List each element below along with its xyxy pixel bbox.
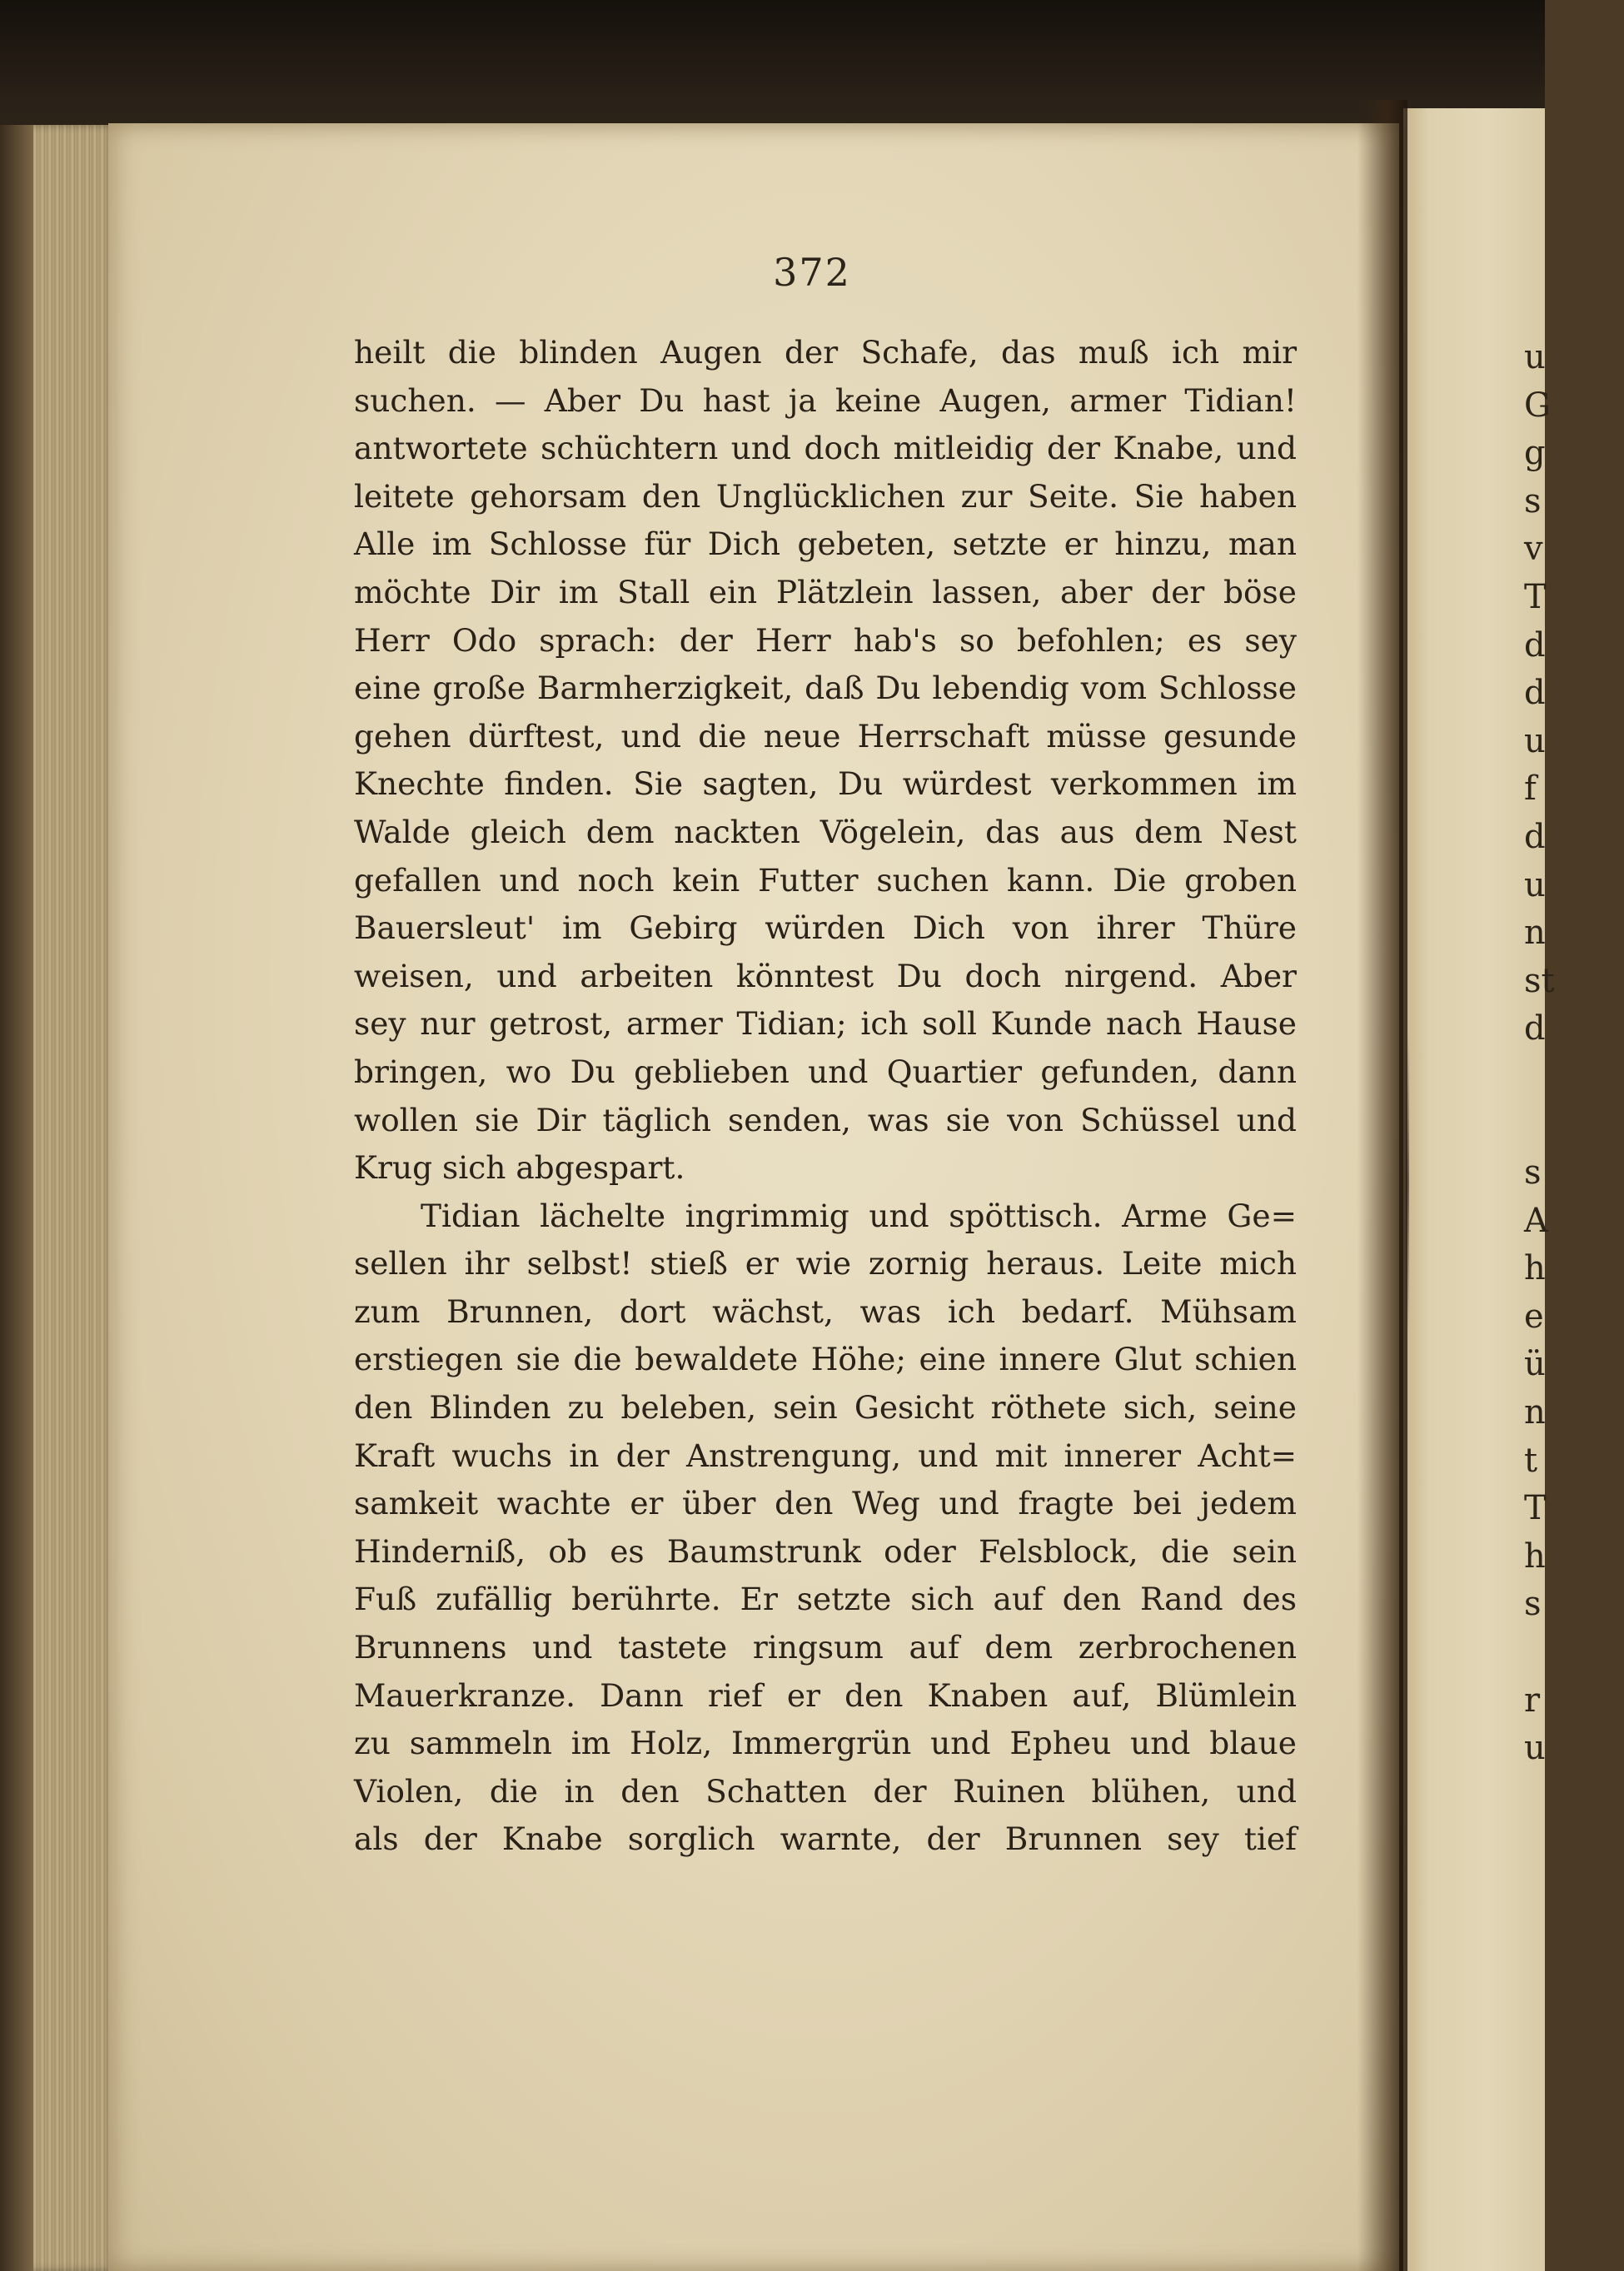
page-fold [1406,1033,1409,1332]
facing-page-fragment: h [1524,1536,1546,1576]
facing-page-fragment: A [1524,1201,1548,1240]
text-line: wollen sie Dir täglich senden, was sie von Schüssel und [354,1101,1297,1138]
facing-page-fragment: u [1524,338,1546,376]
text-line: eine große Barmherzigkeit, daß Du lebendig vom Schlosse [354,670,1297,707]
facing-page-fragment [1524,1053,1557,1101]
text-line: leitete gehorsam den Unglücklichen zur Seite. Sie haben [354,477,1297,515]
facing-page-text [1524,333,1557,1772]
facing-page-fragment: n [1524,914,1546,953]
facing-page-fragment: G [1524,386,1551,425]
text-line: suchen. — Aber Du hast ja keine Augen, armer Tidian! [354,381,1297,419]
text-line: Herr Odo sprach: der Herr hab's so befohlen; es sey [354,621,1297,659]
body-text [354,329,1297,1864]
text-line: heilt die blinden Augen der Schafe, das muß ich mir [354,334,1297,371]
text-line: Krug sich abgespart. [354,1149,685,1187]
facing-page-fragment: n [1524,1393,1546,1432]
text-line: gefallen und noch kein Futter suchen kann. Die groben [354,861,1297,899]
facing-page-fragment: s [1524,481,1542,520]
facing-page-fragment: ü [1524,1345,1546,1384]
page-number: 372 [773,250,851,295]
text-line: Mauerkranze. Dann rief er den Knaben auf, Blümlein [354,1676,1297,1714]
facing-page-fragment: u [1524,865,1546,904]
facing-page-fragment [1524,1101,1557,1149]
facing-page-fragment: d [1524,625,1546,665]
text-line: sellen ihr selbst! stieß er wie zornig heraus. Leite mich [354,1245,1297,1282]
facing-page-fragment: u [1524,1729,1546,1768]
text-line: bringen, wo Du geblieben und Quartier gefunden, dann [354,1053,1297,1090]
text-line: Fuß zufällig berührte. Er setzte sich auf den Rand des [354,1581,1297,1618]
facing-page-fragment: s [1524,1585,1542,1624]
text-line: Brunnens und tastete ringsum auf dem zerbrochenen [354,1629,1297,1666]
text-line: weisen, und arbeiten könntest Du doch nirgend. Aber [354,957,1297,994]
facing-page-fragment: h [1524,1249,1546,1288]
facing-page-fragment: g [1524,434,1546,473]
facing-page-fragment: t [1524,1441,1538,1480]
text-line: sey nur getrost, armer Tidian; ich soll Kunde nach Hause [354,1005,1297,1043]
text-line: Walde gleich dem nackten Vögelein, das aus dem Nest [354,813,1297,850]
text-line: Hinderniß, ob es Baumstrunk oder Felsblock, die sein [354,1532,1297,1570]
facing-page-fragment: T [1524,577,1547,616]
text-line: zum Brunnen, dort wächst, was ich bedarf. Mühsam [354,1292,1297,1330]
text-line: zu sammeln im Holz, Immergrün und Epheu und blaue [354,1725,1297,1762]
facing-page-fragment: st [1524,961,1555,1000]
facing-page-fragment: v [1524,530,1543,569]
text-line: erstiegen sie die bewaldete Höhe; eine innere Glut schien [354,1341,1297,1378]
book-gutter [1357,100,1407,2271]
text-line: den Blinden zu beleben, sein Gesicht röthete sich, seine [354,1389,1297,1427]
text-line: samkeit wachte er über den Weg und fragte bei jedem [354,1485,1297,1522]
facing-page-fragment: e [1524,1297,1544,1336]
text-line: gehen dürftest, und die neue Herrschaft müsse gesunde [354,717,1297,755]
text-line: Knechte finden. Sie sagten, Du würdest verkommen im [354,765,1297,803]
facing-page-fragment: f [1524,769,1537,809]
facing-page-fragment [1524,1628,1557,1676]
facing-page-fragment: T [1524,1489,1547,1528]
facing-page-fragment: r [1524,1681,1541,1720]
text-line: Violen, die in den Schatten der Ruinen blühen, und [354,1772,1297,1810]
text-line: Alle im Schlosse für Dich gebeten, setzte er hinzu, man [354,525,1297,563]
facing-page-fragment: d [1524,674,1546,713]
facing-page-fragment: d [1524,817,1546,856]
book-cover-edge [0,125,33,2271]
text-line: Kraft wuchs in der Anstrengung, und mit innerer Acht= [354,1437,1297,1474]
text-line: antwortete schüchtern und doch mitleidig der Knabe, und [354,430,1297,467]
facing-page-fragment: u [1524,721,1546,760]
text-line: möchte Dir im Stall ein Plätzlein lassen, aber der böse [354,573,1297,610]
facing-page-fragment: d [1524,1009,1546,1048]
text-line: Bauersleut' im Gebirg würden Dich von ihrer Thüre [354,909,1297,947]
text-line: als der Knabe sorglich warnte, der Brunnen sey tief [354,1820,1297,1858]
facing-page-fragment: s [1524,1153,1542,1193]
text-line: Tidian lächelte ingrimmig und spöttisch. Arme Ge= [421,1197,1297,1234]
